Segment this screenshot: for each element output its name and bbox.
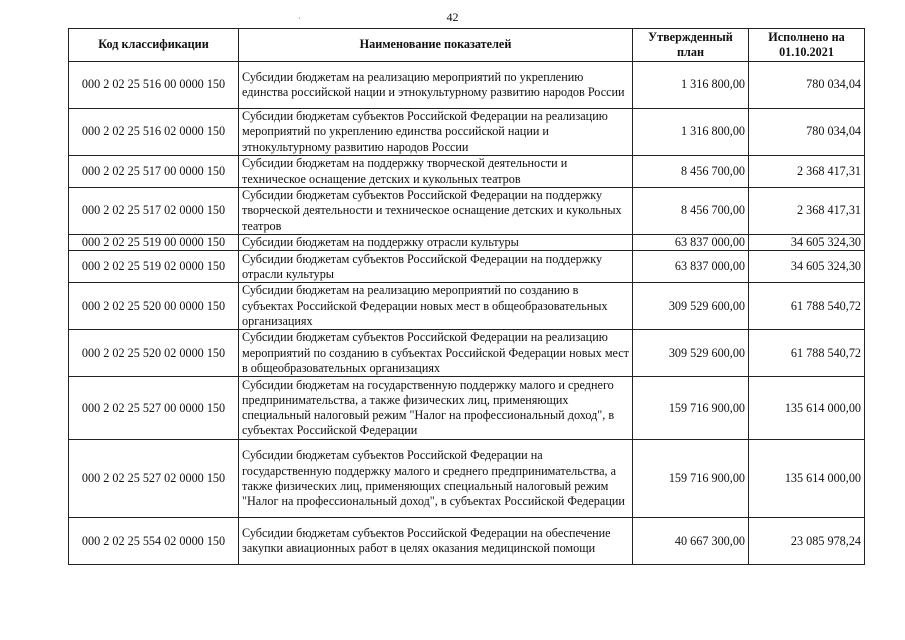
- row-plan: 63 837 000,00: [633, 235, 749, 251]
- row-name: Субсидии бюджетам на поддержку отрасли культуры: [239, 235, 633, 251]
- row-code: 000 2 02 25 517 02 0000 150: [69, 188, 239, 235]
- table-row: [69, 377, 865, 440]
- table-row: [69, 62, 865, 109]
- row-code: 000 2 02 25 517 00 0000 150: [69, 156, 239, 188]
- header-code: Код классификации: [69, 29, 239, 62]
- row-plan: 159 716 900,00: [633, 440, 749, 518]
- row-executed: 135 614 000,00: [749, 440, 865, 518]
- row-executed: 34 605 324,30: [749, 235, 865, 251]
- page-number: 42: [446, 10, 459, 24]
- row-executed: 61 788 540,72: [749, 283, 865, 330]
- row-name: Субсидии бюджетам субъектов Российской Федерации на поддержку творческой деятельности и техническое оснащение детских и кукольных театров: [239, 188, 633, 235]
- row-code: 000 2 02 25 516 00 0000 150: [69, 62, 239, 109]
- row-plan: 40 667 300,00: [633, 518, 749, 565]
- row-name: Субсидии бюджетам субъектов Российской Федерации на поддержку отрасли культуры: [239, 251, 633, 283]
- row-executed: 780 034,04: [749, 109, 865, 156]
- row-code: 000 2 02 25 527 00 0000 150: [69, 377, 239, 440]
- row-code: 000 2 02 25 519 02 0000 150: [69, 251, 239, 283]
- row-plan: 63 837 000,00: [633, 251, 749, 283]
- row-executed: 2 368 417,31: [749, 156, 865, 188]
- table-row: [69, 440, 865, 518]
- row-name: Субсидии бюджетам субъектов Российской Федерации на обеспечение закупки авиационных работ в целях оказания медицинской помощи: [239, 518, 633, 565]
- row-executed: 780 034,04: [749, 62, 865, 109]
- row-plan: 8 456 700,00: [633, 188, 749, 235]
- scan-speck: ·: [298, 14, 301, 23]
- row-plan: 1 316 800,00: [633, 62, 749, 109]
- header-plan: Утвержденный план: [633, 29, 749, 62]
- budget-table: [68, 28, 865, 565]
- table-row: [69, 283, 865, 330]
- table-row: [69, 156, 865, 188]
- row-name: Субсидии бюджетам на реализацию мероприятий по созданию в субъектах Российской Федерации новых мест в общеобразовательных организациях: [239, 283, 633, 330]
- row-executed: 2 368 417,31: [749, 188, 865, 235]
- table-row: [69, 518, 865, 565]
- row-name: Субсидии бюджетам на реализацию мероприятий по укреплению единства российской нации и этнокультурному развитию народов России: [239, 62, 633, 109]
- row-plan: 8 456 700,00: [633, 156, 749, 188]
- header-executed: Исполнено на 01.10.2021: [749, 29, 865, 62]
- row-code: 000 2 02 25 516 02 0000 150: [69, 109, 239, 156]
- table-row: [69, 251, 865, 283]
- row-executed: 135 614 000,00: [749, 377, 865, 440]
- row-name: Субсидии бюджетам на государственную поддержку малого и среднего предпринимательства, а также физических лиц, применяющих специальный налоговый режим "Налог на профессиональный доход", в субъектах Российской Федерации: [239, 377, 633, 440]
- row-code: 000 2 02 25 527 02 0000 150: [69, 440, 239, 518]
- row-plan: 159 716 900,00: [633, 377, 749, 440]
- row-name: Субсидии бюджетам субъектов Российской Федерации на государственную поддержку малого и среднего предпринимательства, а также физических лиц, применяющих специальный налоговый режим "Налог на профессиональный доход", в субъектах Российской Федерации: [239, 440, 633, 518]
- table-row: [69, 235, 865, 251]
- row-name: Субсидии бюджетам субъектов Российской Федерации на реализацию мероприятий по укреплению единства российской нации и этнокультурному развитию народов России: [239, 109, 633, 156]
- row-name: Субсидии бюджетам субъектов Российской Федерации на реализацию мероприятий по созданию в субъектах Российской Федерации новых мест в общеобразовательных организациях: [239, 330, 633, 377]
- table-row: [69, 109, 865, 156]
- row-name: Субсидии бюджетам на поддержку творческой деятельности и техническое оснащение детских и кукольных театров: [239, 156, 633, 188]
- row-executed: 23 085 978,24: [749, 518, 865, 565]
- row-executed: 34 605 324,30: [749, 251, 865, 283]
- row-executed: 61 788 540,72: [749, 330, 865, 377]
- row-code: 000 2 02 25 519 00 0000 150: [69, 235, 239, 251]
- row-plan: 1 316 800,00: [633, 109, 749, 156]
- row-code: 000 2 02 25 520 00 0000 150: [69, 283, 239, 330]
- header-name: Наименование показателей: [239, 29, 633, 62]
- row-code: 000 2 02 25 520 02 0000 150: [69, 330, 239, 377]
- row-plan: 309 529 600,00: [633, 330, 749, 377]
- table-row: [69, 188, 865, 235]
- row-plan: 309 529 600,00: [633, 283, 749, 330]
- table-header-row: [69, 29, 865, 62]
- row-code: 000 2 02 25 554 02 0000 150: [69, 518, 239, 565]
- table-row: [69, 330, 865, 377]
